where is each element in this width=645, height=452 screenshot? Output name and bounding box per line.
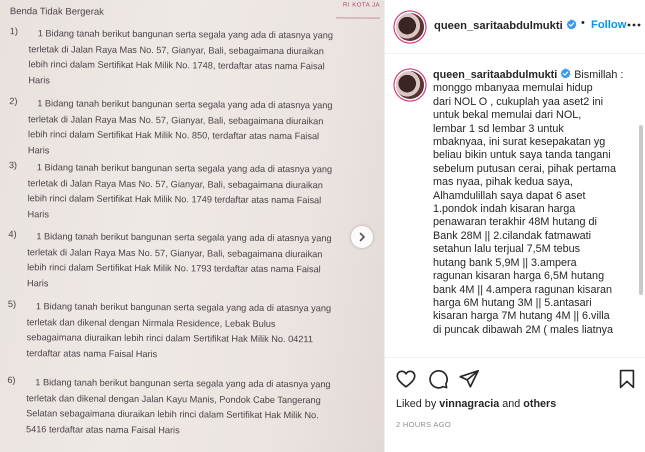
caption-line: beliau bikin untuk saya tanda tangani [433,149,611,162]
item-line: 1 Bidang tanah berikut bangunan serta segala yang ada di atasnya yang [36,231,332,244]
next-image-button[interactable] [351,226,373,248]
caption-scrollbar[interactable] [639,125,643,295]
caption-avatar[interactable] [396,71,424,99]
caption-line: 1.pondok indah kisaran harga [433,203,576,216]
liked-by-user[interactable]: vinnagracia [439,398,500,410]
caption-line: ragunan kisaran harga 6,5M hutang [433,270,605,283]
item-line: 1 Bidang tanah berikut bangunan serta segala yang ada di atasnya yang [36,162,333,175]
save-button[interactable] [616,368,638,390]
caption-line: untuk bekal memulai dari NOL, [433,109,582,122]
item-line: terletak di Jalan Raya Mas No. 57, Gianyar, Bali, sebagaimana diuraikan [27,177,323,190]
stamp-seal: RI KOTA JA [336,0,380,18]
caption-line: harga 6M hutang 3M || 5.antasari [433,296,592,309]
document-heading: Benda Tidak Bergerak [9,6,104,18]
caption-username[interactable]: queen_saritaabdulmukti [433,69,558,81]
caption-line: penawaran terakhir 48M hutang di [433,216,597,229]
bookmark-icon [616,368,638,390]
item-number: 5) [7,299,17,310]
like-button[interactable] [395,368,417,390]
item-line: terdaftar atas nama Faisal Haris [26,347,158,359]
verified-badge-icon [560,68,571,79]
list-item [7,375,373,440]
list-item [8,229,374,294]
caption-line: setahun lalu terjual 7,5M tebus [433,243,581,256]
item-line: Haris [27,144,50,155]
caption-line: lembar 1 sd lembar 3 untuk [433,122,564,135]
post-panel [384,0,645,452]
comment-icon [427,368,449,390]
header-separator: • [581,17,585,29]
likes-prefix: Liked by [396,398,437,410]
post-header [385,0,645,54]
item-line: 1 Bidang tanah berikut bangunan serta segala yang ada di atasnya yang [35,377,331,390]
caption-line: di puncak dibawah 2M ( males liatnya [433,323,614,336]
item-line: terletak di Jalan Raya Mas No. 57, Gianyar, Bali, sebagaimana diuraikan [27,246,323,259]
item-number: 6) [7,375,16,386]
item-number: 2) [9,96,18,107]
caption-line: kisaran harga 7M hutang 4M || 6.villa [433,310,610,323]
caption-opening: Bismillah : [574,69,624,81]
item-line: Selatan sebagaimana diuraikan lebih rinci dalam Sertifikat Hak Milik No. [26,408,319,421]
chevron-right-icon [357,232,367,242]
caption-line: bank 4M || 4.ampera ragunan kisaran [433,283,613,296]
caption-line: dari NOL O , cukuplah yaa aset2 ini [433,95,604,108]
item-line: lebih rinci dalam Sertifikat Hak Milik No. 850, terdaftar atas nama Faisal [28,129,320,142]
caption-line: mbaknyaa, ini surat kesepakatan yg [433,136,606,149]
caption-line: hutang bank 5,9M || 3.ampera [433,256,577,269]
caption-area[interactable] [385,55,645,355]
caption-line: Bank 28M || 2.cilandak fatmawati [433,229,592,242]
item-line: lebih rinci dalam Sertifikat Hak Milik No. 1793 terdaftar atas nama Faisal [27,262,321,275]
heart-icon [395,368,417,390]
item-line: terletak di Jalan Raya Mas No. 57, Gianyar, Bali, sebagaimana diuraikan [28,43,324,56]
item-line: Haris [27,208,49,219]
item-number: 4) [8,229,17,240]
item-line: Haris [26,277,49,288]
comment-button[interactable] [427,368,449,390]
verified-badge-icon [566,19,577,30]
item-line: Haris [28,74,50,85]
username-text[interactable]: queen_saritaabdulmukti [434,20,563,32]
item-line: terletak dan dikenal dengan Jalan Kayu Manis, Pondok Cabe Tangerang [26,392,321,405]
caption-line: Alhamdulillah saya dapat 6 aset [433,189,586,202]
item-line: sebagaimana diuraikan lebih rinci dalam Sertifikat Hak Milik No. 04211 [26,332,314,345]
follow-button[interactable]: Follow [591,19,627,31]
item-line: lebih rinci dalam Sertifikat Hak Milik No. 1748, terdaftar atas nama Faisal [28,59,325,72]
item-line: terletak di Jalan Raya Mas No. 57, Gianyar, Bali, sebagaimana diuraikan [28,113,324,126]
caption-line: mas nyaa, pihak kedua saya, [433,176,573,189]
list-item [7,299,373,364]
item-line: 1 Bidang tanah berikut bangunan serta segala yang ada di atasnya yang [37,98,333,111]
more-options-icon[interactable] [626,18,642,32]
post-timestamp[interactable]: 2 HOURS AGO [396,420,451,429]
caption-text [433,68,638,337]
post-actions [385,357,645,449]
list-item [8,160,374,225]
caption-line: monggo mbanyaa memulai hidup [433,82,593,95]
item-number: 3) [8,160,18,171]
likes-summary[interactable] [396,398,556,410]
avatar[interactable] [396,13,424,41]
item-line: lebih rinci dalam Sertifikat Hak Milik No. 1749 terdaftar atas nama Faisal [27,193,322,206]
header-username[interactable] [434,19,577,32]
caption-first-line [433,68,638,82]
liked-by-others[interactable]: others [523,398,557,410]
item-line: 1 Bidang tanah berikut bangunan serta segala yang ada di atasnya yang [37,28,334,41]
share-icon [458,368,480,390]
list-item [9,96,375,161]
item-line: 5416 terdaftar atas nama Faisal Haris [25,423,180,435]
item-line: terletak dan dikenal dengan Nirmala Residence, Lebak Bulus [26,316,276,329]
caption-line: sebelum putusan cerai, pihak pertama [433,162,617,175]
item-number: 1) [9,26,18,37]
item-line: 1 Bidang tanah berikut bangunan serta segala yang ada di atasnya yang [35,301,332,314]
likes-and: and [502,398,521,410]
list-item [9,26,375,91]
share-button[interactable] [458,368,480,390]
